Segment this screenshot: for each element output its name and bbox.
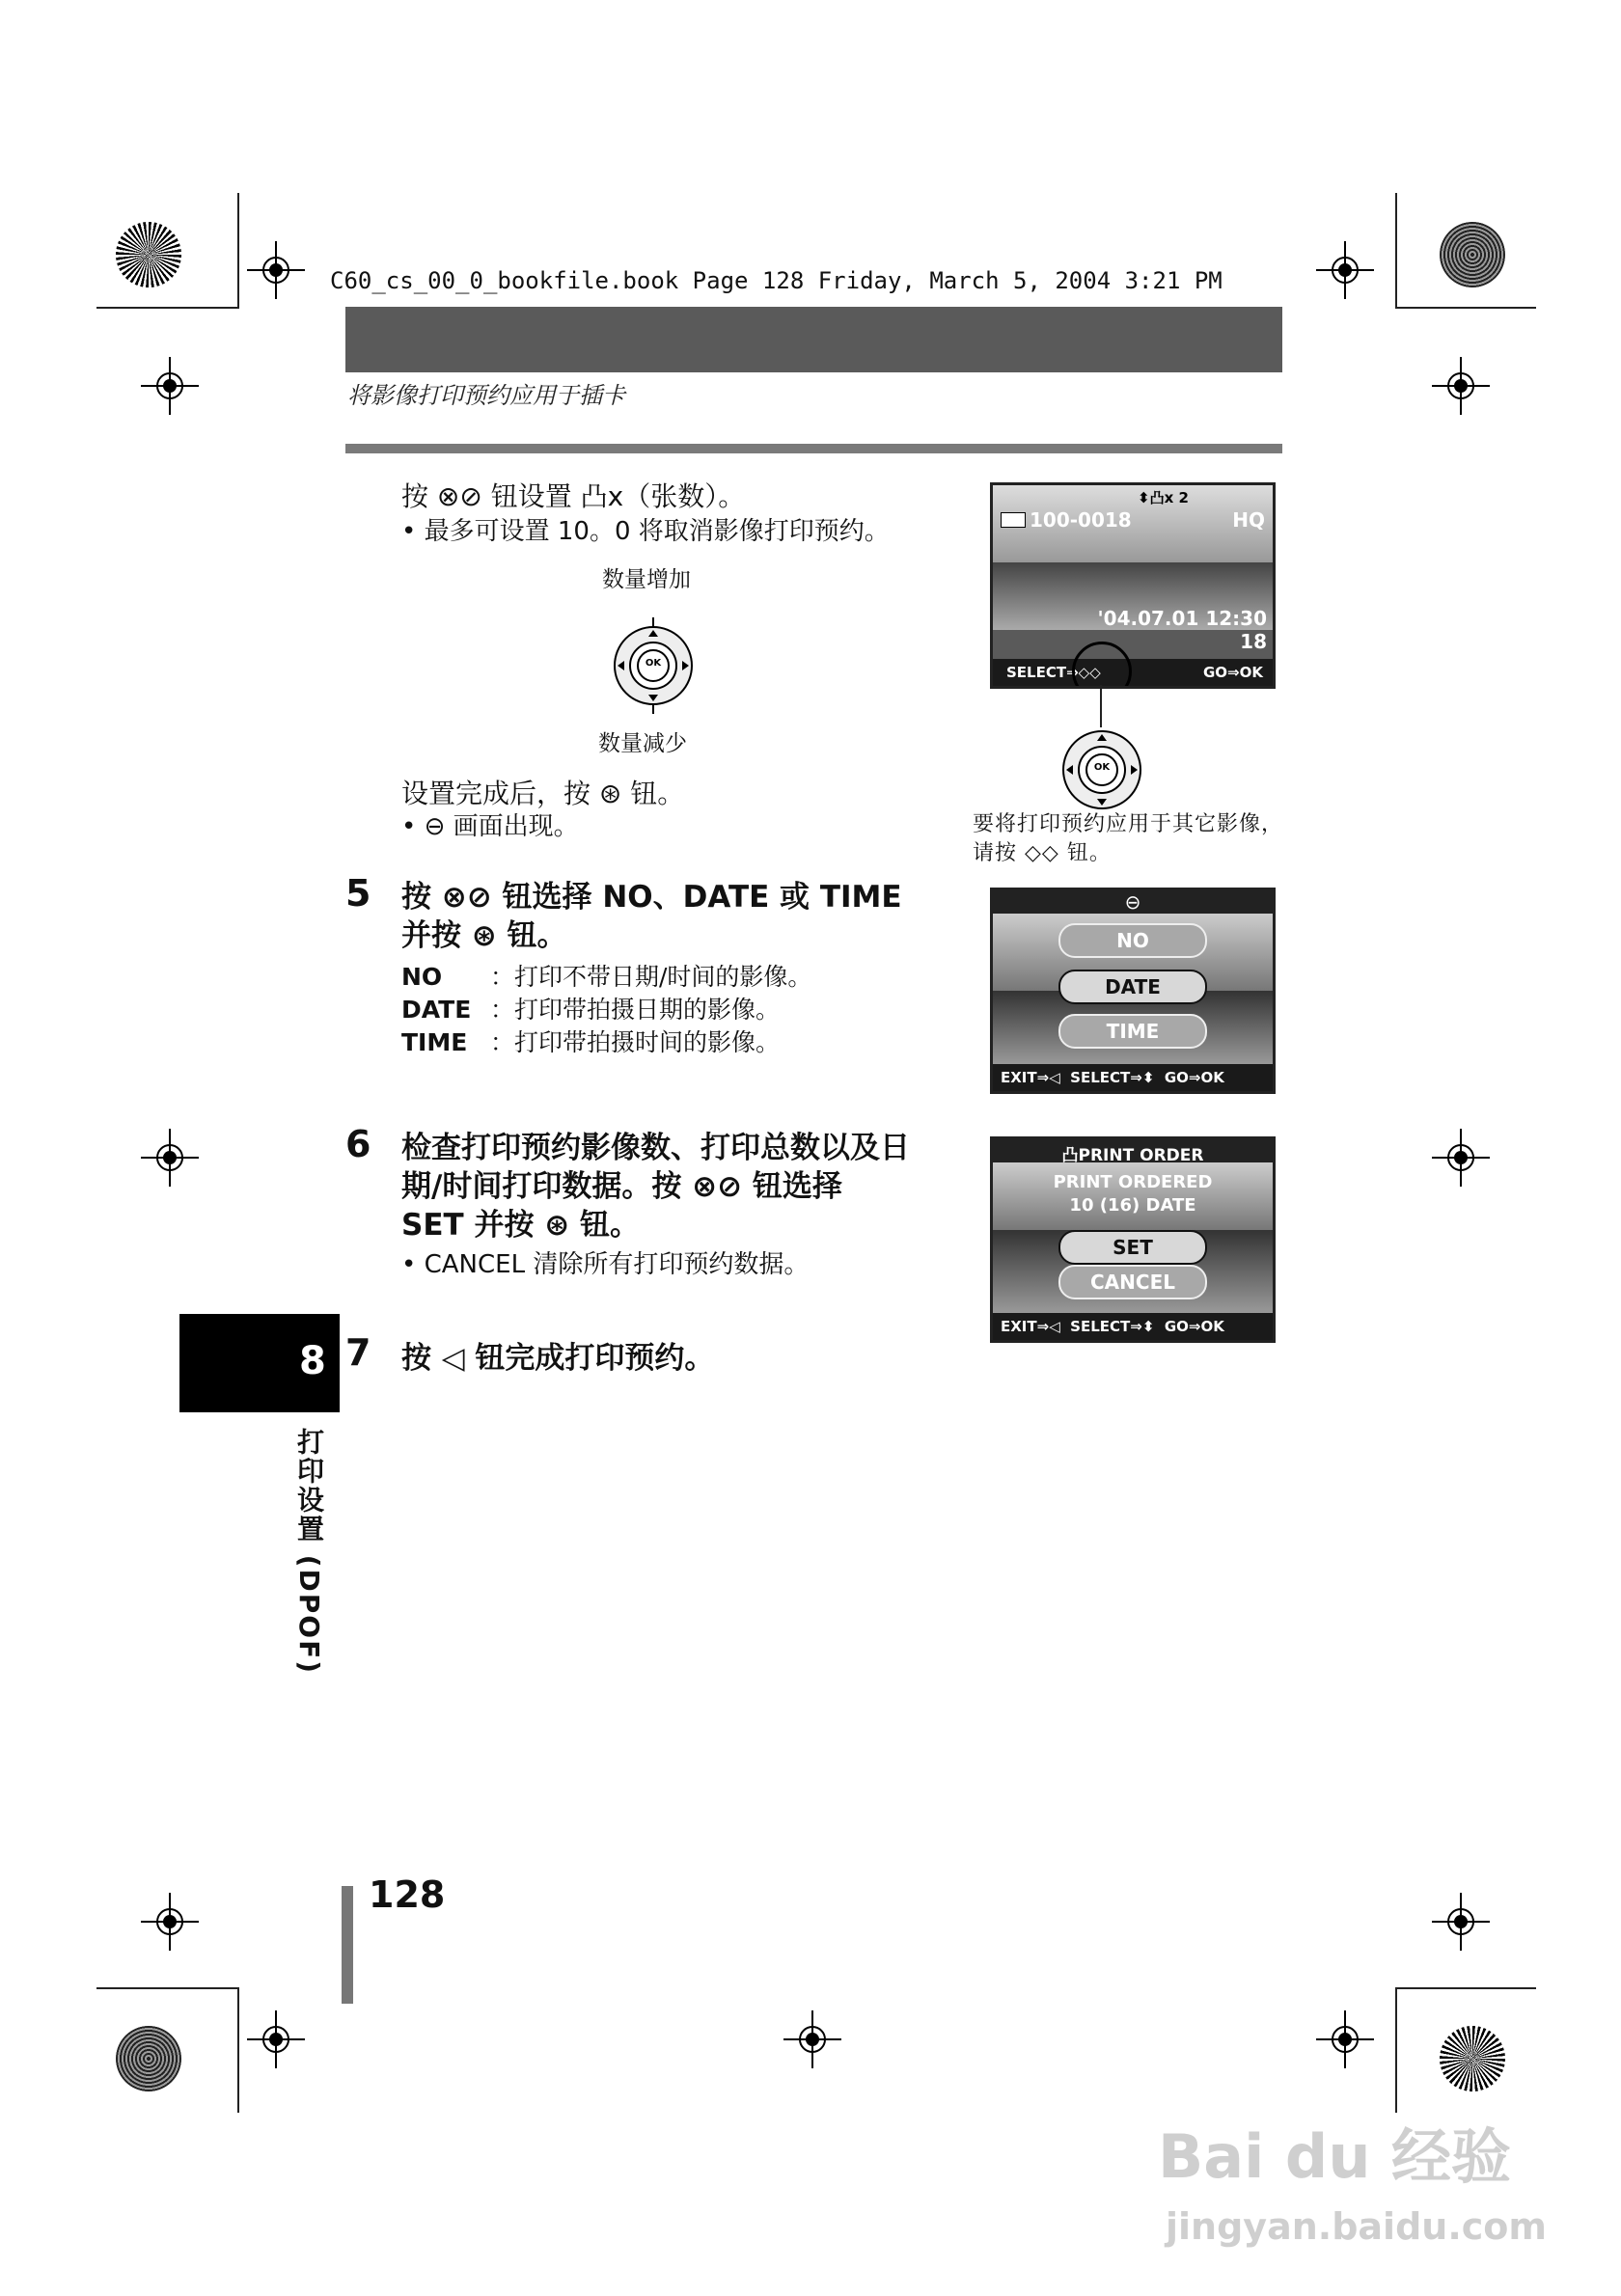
- section-subtitle: 将影像打印预约应用于插卡: [347, 382, 625, 409]
- option-desc: ：打印带拍摄日期的影像。: [490, 996, 781, 1024]
- nav-hint: EXIT⇒◁ SELECT⇒⬍ GO⇒OK: [1001, 1069, 1224, 1086]
- crosshair-icon: [1432, 1893, 1490, 1951]
- select-hint: SELECT⇒◇◇: [1006, 664, 1101, 681]
- copies-indicator: ⬍凸x 2: [1138, 489, 1189, 506]
- print-ordered-label: PRINT ORDERED: [1053, 1172, 1213, 1192]
- registration-rings-icon: [1440, 222, 1505, 287]
- chapter-number: 8: [299, 1339, 326, 1383]
- step-number: 5: [345, 872, 371, 915]
- option-desc: ：打印带拍摄时间的影像。: [490, 1028, 781, 1056]
- step6-line-2: 期/时间打印数据。按 ⊗⊘ 钮选择: [401, 1169, 842, 1204]
- step6-line-3: SET 并按 ⊛ 钮。: [401, 1208, 641, 1243]
- option-key: DATE: [401, 996, 472, 1024]
- card-icon: [1001, 512, 1026, 528]
- intro-line-2: 设置完成后，按 ⊛ 钮。: [401, 778, 685, 809]
- svg-text:OK: OK: [1093, 762, 1111, 773]
- page-number: 128: [369, 1873, 446, 1916]
- step-number: 6: [345, 1123, 371, 1165]
- step7-text: 按 ◁ 钮完成打印预约。: [401, 1341, 715, 1376]
- control-dial-icon: [1058, 722, 1145, 818]
- step5-line-1: 按 ⊗⊘ 钮选择 NO、DATE 或 TIME: [401, 880, 902, 915]
- order-summary: 10 (16) DATE: [1069, 1195, 1196, 1216]
- dial-label-down: 数量减少: [598, 731, 687, 756]
- option-row: [401, 994, 811, 1026]
- intro-bullet-1: • 最多可设置 10。0 将取消影像打印预约。: [401, 517, 890, 546]
- file-number: 100-0018: [1030, 508, 1132, 532]
- svg-text:OK: OK: [645, 658, 662, 669]
- nav-hint: EXIT⇒◁ SELECT⇒⬍ GO⇒OK: [1001, 1318, 1224, 1335]
- screen1-caption: 要将打印预约应用于其它影像，请按 ◇◇ 钮。: [973, 812, 1284, 865]
- control-dial-icon: [610, 617, 697, 714]
- dial-label-up: 数量增加: [602, 567, 691, 592]
- intro-line-1: 按 ⊗⊘ 钮设置 凸x（张数）。: [401, 480, 746, 512]
- watermark-url: jingyan.baidu.com: [1166, 2205, 1547, 2248]
- file-meta-header: C60_cs_00_0_bookfile.book Page 128 Friday, March 5, 2004 3:21 PM: [330, 267, 1223, 294]
- option-date-button[interactable]: DATE: [1058, 970, 1207, 1004]
- watermark-logo: Bai du 经验: [1158, 2121, 1512, 2192]
- crosshair-icon: [141, 357, 199, 415]
- set-button[interactable]: SET: [1058, 1230, 1207, 1265]
- page-number-bar: [342, 1886, 353, 2004]
- crosshair-icon: [1316, 2010, 1374, 2068]
- step-number: 7: [345, 1331, 371, 1374]
- crosshair-icon: [1316, 241, 1374, 299]
- frame-count: 18: [1240, 630, 1267, 653]
- step6-bullet: • CANCEL 清除所有打印预约数据。: [401, 1250, 810, 1279]
- crosshair-icon: [1432, 1129, 1490, 1187]
- lcd-screen-playback: [990, 482, 1276, 689]
- option-desc: ：打印不带日期/时间的影像。: [490, 963, 812, 991]
- quality-badge: HQ: [1232, 508, 1265, 532]
- option-key: NO: [401, 963, 443, 991]
- registration-sunburst-icon: [1440, 2026, 1505, 2091]
- registration-rings-icon: [116, 2026, 181, 2091]
- option-row: [401, 1026, 811, 1059]
- go-hint: GO⇒OK: [1202, 664, 1263, 681]
- date-time: '04.07.01 12:30: [1097, 607, 1267, 630]
- crosshair-icon: [1432, 357, 1490, 415]
- crosshair-icon: [783, 2010, 841, 2068]
- crosshair-icon: [247, 241, 305, 299]
- lcd-screen-date-option: [990, 888, 1276, 1094]
- crosshair-icon: [141, 1129, 199, 1187]
- clock-icon: ⊖: [1124, 890, 1141, 914]
- registration-sunburst-icon: [116, 222, 181, 287]
- cancel-button[interactable]: CANCEL: [1058, 1265, 1207, 1299]
- crosshair-icon: [141, 1893, 199, 1951]
- intro-bullet-2: • ⊖ 画面出现。: [401, 812, 579, 841]
- option-time-button[interactable]: TIME: [1058, 1014, 1207, 1049]
- lcd-screen-print-order: [990, 1136, 1276, 1343]
- option-no-button[interactable]: NO: [1058, 923, 1207, 958]
- option-row: [401, 961, 811, 994]
- step6-line-1: 检查打印预约影像数、打印总数以及日: [401, 1131, 910, 1165]
- step5-options: [401, 961, 811, 1059]
- chapter-title: 打印设置 (DPOF): [293, 1428, 325, 1676]
- title-bar: [345, 307, 1282, 372]
- print-order-title: 凸PRINT ORDER: [1061, 1146, 1204, 1165]
- section-rule: [345, 444, 1282, 453]
- crosshair-icon: [247, 2010, 305, 2068]
- option-key: TIME: [401, 1028, 468, 1056]
- step5-line-2: 并按 ⊛ 钮。: [401, 918, 567, 953]
